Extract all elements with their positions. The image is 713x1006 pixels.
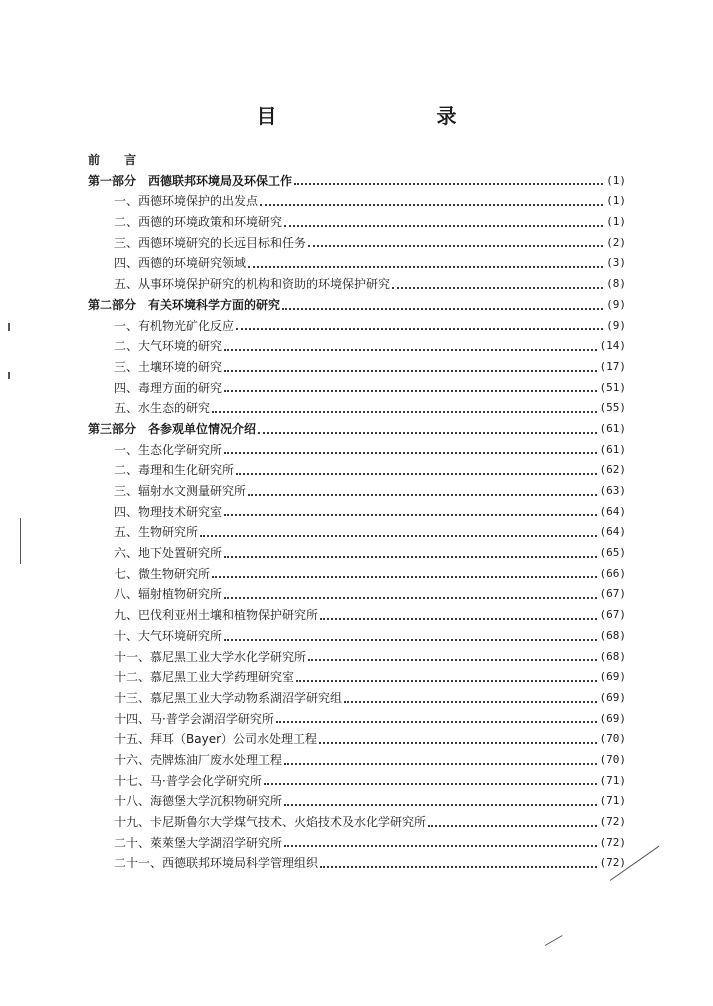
toc-entry [88, 191, 626, 212]
toc-entry-page: (69) [599, 670, 626, 684]
toc-entry-page: (63) [599, 484, 626, 497]
toc-entry-label: 十六、壳牌炼油厂废水处理工程 [114, 752, 283, 767]
toc-part [88, 171, 626, 192]
toc-entry-page: (9) [606, 318, 626, 332]
toc-entry-page: (55) [599, 401, 626, 415]
toc-entry-page: (1) [606, 194, 626, 208]
toc-entry [88, 647, 626, 668]
toc-entry-label: 十、大气环境研究所 [114, 628, 223, 643]
dot-leader [224, 452, 596, 454]
page-title: 目 录 [256, 104, 527, 128]
toc-entry [88, 564, 626, 585]
toc-entry-page: (67) [599, 587, 626, 601]
toc-entry-label: 一、有机物光矿化反应 [114, 318, 235, 333]
dot-leader [200, 535, 596, 537]
dot-leader [236, 473, 596, 475]
dot-leader [284, 225, 603, 227]
toc-entry-page: (51) [599, 380, 626, 394]
dot-leader [284, 845, 596, 847]
toc-entry-label: 八、辐射植物研究所 [114, 587, 223, 602]
toc-entry-label: 三、土壤环境的研究 [114, 359, 223, 374]
toc-part-label: 第二部分 有关环境科学方面的研究 [88, 297, 281, 312]
toc-entry-label: 九、巴伐利亚州土壤和植物保护研究所 [114, 608, 319, 623]
toc-entry-page: (71) [599, 794, 626, 808]
toc-entry [88, 522, 626, 543]
toc-entry-page: (71) [599, 773, 626, 787]
toc-entry [88, 316, 626, 337]
dot-leader [319, 742, 596, 744]
toc-entry-label: 二、西德的环境政策和环境研究 [114, 215, 283, 230]
dot-leader [224, 390, 596, 392]
toc-entry-label: 一、生态化学研究所 [114, 442, 223, 457]
toc-entry-page: (72) [599, 856, 626, 870]
dot-leader [308, 659, 596, 661]
toc-entry-page: (69) [599, 711, 626, 725]
toc-entry-page: (70) [599, 732, 626, 746]
toc-entry [88, 688, 626, 709]
toc-entry-label: 四、毒理方面的研究 [114, 380, 223, 395]
toc-entry [88, 626, 626, 647]
toc-entry-label: 十三、慕尼黑工业大学动物系湖沼学研究组 [114, 690, 343, 705]
dot-leader [212, 411, 596, 413]
dot-leader [276, 721, 597, 723]
scan-mark [8, 323, 10, 331]
scan-mark [8, 372, 10, 379]
toc-entry-label: 二十、萊萊堡大学湖沼学研究所 [114, 835, 283, 850]
toc-entry-page: (72) [599, 815, 626, 828]
toc-entry-page: (1) [606, 215, 626, 229]
toc-entry [88, 812, 626, 833]
dot-leader [320, 618, 596, 620]
toc-entry-label: 四、西德的环境研究领域 [114, 256, 247, 271]
toc-entry [88, 853, 626, 874]
toc-entry-page: (72) [599, 835, 626, 849]
scan-mark [545, 935, 563, 946]
dot-leader [260, 204, 603, 206]
toc-entry-label: 十八、海德堡大学沉积物研究所 [114, 794, 283, 809]
dot-leader [224, 349, 596, 351]
toc-entry [88, 791, 626, 812]
toc-part-page: (1) [606, 173, 626, 187]
dot-leader [294, 183, 603, 185]
toc-entry-label: 七、微生物研究所 [114, 566, 211, 581]
dot-leader [344, 701, 596, 703]
toc-entry [88, 253, 626, 274]
toc-entry-page: (67) [599, 608, 626, 622]
dot-leader [224, 597, 596, 599]
toc-part-page: (61) [599, 421, 626, 435]
dot-leader [212, 576, 596, 578]
toc-entry-page: (70) [599, 752, 626, 766]
toc-entry [88, 667, 626, 688]
dot-leader [284, 763, 596, 765]
toc-entry [88, 750, 626, 771]
toc-part [88, 419, 626, 440]
toc-entry-label: 五、生物研究所 [114, 525, 199, 540]
toc-entry [88, 233, 626, 254]
toc-entry-label: 五、从事环境保护研究的机构和资助的环境保护研究 [114, 277, 391, 292]
toc-entry-label: 十九、卡尼斯鲁尔大学煤气技术、火焰技术及水化学研究所 [114, 815, 427, 829]
toc-part-label: 第一部分 西德联邦环境局及环保工作 [88, 173, 293, 188]
toc-entry-page: (69) [599, 690, 626, 704]
toc-entry [88, 378, 626, 399]
toc-entry-label: 一、西德环境保护的出发点 [114, 194, 259, 209]
toc-entry-page: (14) [599, 339, 626, 353]
toc-entry [88, 481, 626, 502]
dot-leader [392, 287, 603, 289]
toc-entry-page: (64) [599, 525, 626, 539]
scan-mark [20, 518, 21, 564]
toc-entry-page: (64) [599, 504, 626, 518]
toc-entry-page: (17) [599, 359, 626, 373]
toc-entry [88, 440, 626, 461]
toc-entry-page: (3) [606, 256, 626, 270]
toc-entry-label: 三、辐射水文测量研究所 [114, 484, 247, 498]
dot-leader [320, 866, 596, 868]
toc-entry-label: 十一、慕尼黑工业大学水化学研究所 [114, 649, 307, 664]
toc-entry [88, 460, 626, 481]
toc-entry [88, 729, 626, 750]
toc-entry-page: (68) [599, 628, 626, 642]
toc-entry-page: (66) [599, 566, 626, 580]
toc-entry-label: 十二、慕尼黑工业大学药理研究室 [114, 670, 295, 685]
toc-part-page: (9) [606, 297, 626, 311]
toc-preface-label: 前 言 [88, 153, 147, 167]
dot-leader [248, 494, 596, 496]
toc-entry [88, 502, 626, 523]
toc-preface [88, 150, 626, 171]
toc-entry-label: 三、西德环境研究的长远目标和任务 [114, 235, 307, 250]
toc-part [88, 295, 626, 316]
toc-entry [88, 833, 626, 854]
toc-entry [88, 357, 626, 378]
dot-leader [258, 432, 596, 434]
toc-entry-page: (62) [599, 463, 626, 477]
toc-entry-label: 十五、拜耳（Bayer）公司水处理工程 [114, 732, 318, 747]
dot-leader [296, 680, 596, 682]
toc-entry [88, 336, 626, 357]
toc-entry-label: 二十一、西德联邦环境局科学管理组织 [114, 856, 319, 871]
toc-entry-page: (61) [599, 442, 626, 456]
toc-entry [88, 605, 626, 626]
toc-entry-page: (68) [599, 649, 626, 663]
dot-leader [284, 804, 596, 806]
dot-leader [308, 245, 603, 247]
toc-entry [88, 212, 626, 233]
toc-entry [88, 398, 626, 419]
dot-leader [224, 370, 596, 372]
toc-entry-label: 二、毒理和生化研究所 [114, 463, 235, 478]
toc-entry [88, 543, 626, 564]
dot-leader [224, 639, 596, 641]
toc-entry-label: 十七、马·普学会化学研究所 [114, 773, 262, 788]
table-of-contents [88, 150, 626, 874]
toc-entry-label: 二、大气环境的研究 [114, 339, 223, 354]
dot-leader [224, 514, 596, 516]
dot-leader [248, 266, 603, 268]
toc-part-label: 第三部分 各参观单位情况介绍 [88, 421, 257, 436]
toc-entry-label: 十四、马·普学会湖沼学研究所 [114, 711, 274, 726]
toc-entry-label: 六、地下处置研究所 [114, 546, 223, 561]
toc-entry [88, 584, 626, 605]
dot-leader [224, 556, 596, 558]
dot-leader [236, 328, 603, 330]
toc-entry-label: 四、物理技术研究室 [114, 504, 223, 519]
toc-entry-page: (8) [606, 277, 626, 291]
dot-leader [428, 825, 596, 827]
toc-entry [88, 771, 626, 792]
dot-leader [282, 308, 603, 310]
dot-leader [264, 783, 597, 785]
toc-entry-page: (2) [606, 235, 626, 249]
toc-entry-page: (65) [599, 546, 626, 560]
toc-entry [88, 274, 626, 295]
toc-entry-label: 五、水生态的研究 [114, 401, 211, 416]
toc-entry [88, 709, 626, 730]
